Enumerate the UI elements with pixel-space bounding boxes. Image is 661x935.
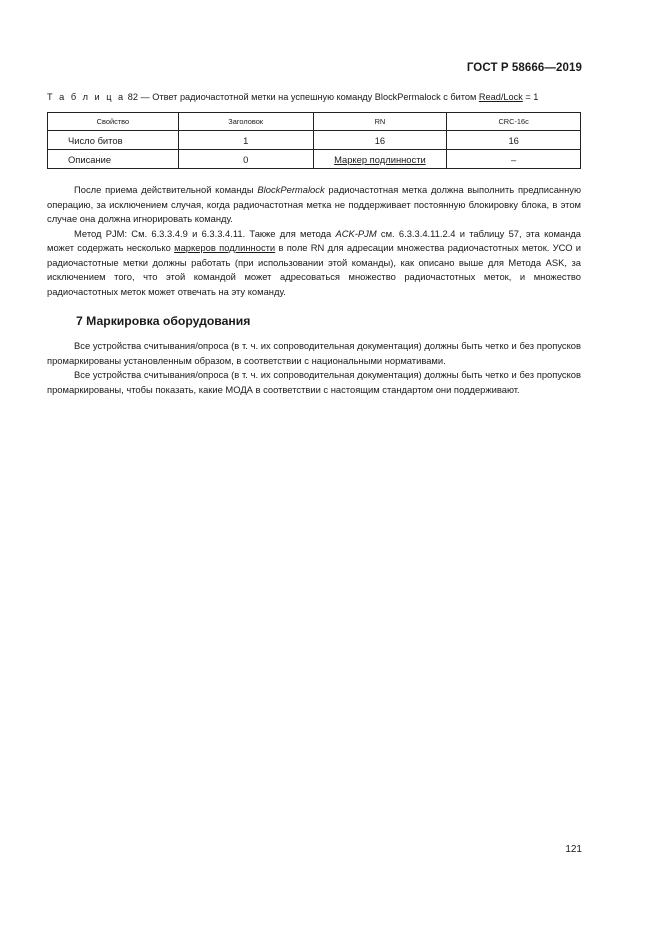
standard-designation: ГОСТ Р 58666—2019: [466, 62, 582, 74]
section-heading: 7 Маркировка оборудования: [76, 314, 251, 328]
table-caption-label: Т а б л и ц а: [47, 92, 126, 102]
text-run: радиочастотная метка должна выполнить предписанную операцию, за исключением случая, когда радиочастотная метка не поддерживает постоянную блокировку блока, в этом случае она должна игнорировать команду.: [47, 184, 582, 224]
text-run: в поле RN для адресации множества радиочастотных меток. УСО и радиочастотные метки должны работать (при использовании этой команды), как описано выше для Метода ASK, за исключением того, что этой командой может адресоваться множество радиочастотных меток, и множество радиочастотных меток может отвечать на эту команду.: [47, 242, 582, 297]
table-caption: [47, 92, 538, 102]
paragraph: Все устройства считывания/опроса (в т. ч. их сопроводительная документация) должны быть четко и без пропусков промаркированы, чтобы показать, какие МОДА в соответствии с настоящим стандартом они поддерживают.: [47, 369, 581, 395]
table-cell: –: [447, 150, 581, 169]
text-run: см. 6.3.3.4.11.2.4 и таблицу 57, эта команда может содержать несколько: [47, 227, 582, 253]
table-row: [48, 150, 581, 169]
table-header-cell: Свойство: [48, 113, 179, 131]
table-cell: 16: [313, 131, 447, 150]
table-header-cell: CRC-16c: [447, 113, 581, 131]
table-cell: 0: [178, 150, 313, 169]
table-cell: Число битов: [48, 131, 179, 150]
text-run-italic: BlockPermalock: [257, 184, 325, 195]
body-paragraphs-top: [47, 183, 581, 299]
table-header-cell: RN: [313, 113, 447, 131]
table-header-cell: Заголовок: [178, 113, 313, 131]
page-number: 121: [565, 844, 582, 855]
table-cell: [313, 150, 447, 169]
body-paragraphs-section: [47, 339, 581, 397]
table-cell: 1: [178, 131, 313, 150]
table-cell-underlined: Маркер подлинности: [334, 153, 426, 165]
response-table: [47, 112, 581, 169]
table-cell: 16: [447, 131, 581, 150]
text-run-underlined: маркеров подлинности: [174, 242, 276, 253]
text-run: Метод PJM: См. 6.3.3.4.9 и 6.3.3.4.11. Также для метода: [74, 227, 332, 239]
table-caption-underlined: Read/Lock: [478, 92, 523, 102]
table-header-row: [48, 113, 581, 131]
paragraph: [47, 183, 581, 227]
table-caption-text: 82 — Ответ радиочастотной метки на успешную команду BlockPermalock с битом: [127, 92, 477, 102]
table-caption-tail: = 1: [525, 92, 539, 102]
paragraph: Все устройства считывания/опроса (в т. ч. их сопроводительная документация) должны быть четко и без пропусков промаркированы установленным образом, в соответствии с национальными нормативами.: [47, 340, 581, 366]
text-run-italic: ACK-PJM: [335, 227, 377, 239]
paragraph: [47, 227, 581, 300]
text-run: После приема действительной команды: [74, 184, 254, 195]
table-row: [48, 131, 581, 150]
table-cell: Описание: [48, 150, 179, 169]
